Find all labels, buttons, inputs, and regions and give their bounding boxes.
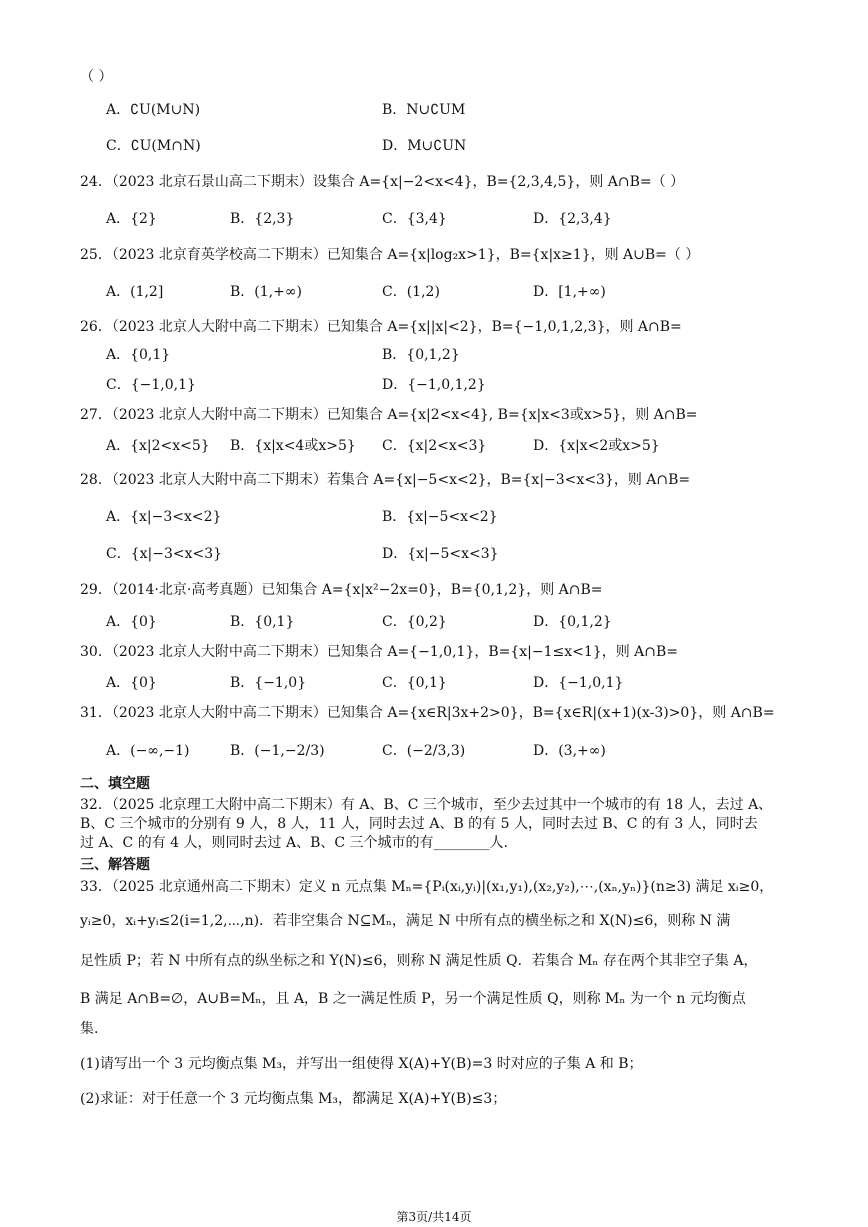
- q24-option-d: D．{2,3,4}: [533, 211, 612, 227]
- section-fill-in-heading: 二、填空题: [80, 776, 150, 792]
- q25-option-c: C．(1,2): [382, 284, 440, 300]
- q28-option-c: C．{x|−3<x<3}: [106, 546, 223, 562]
- q23-option-b: B．N∪∁UM: [382, 102, 466, 118]
- page-number-footer: 第3页/共14页: [396, 1210, 472, 1224]
- q25-option-d: D．[1,+∞): [533, 284, 606, 300]
- q23-option-c: C．∁U(M∩N): [106, 138, 201, 154]
- q33-part-2: (2)求证：对于任意一个 3 元均衡点集 M₃，都满足 X(A)+Y(B)≤3；: [80, 1091, 507, 1107]
- q23-answer-paren: （ ）: [80, 69, 113, 85]
- q25-stem: 25．（2023 北京育英学校高二下期末）已知集合 A={x|log₂x>1}，B={x|x≥1}，则 A∪B=（ ）: [80, 247, 700, 263]
- q29-option-d: D．{0,1,2}: [533, 614, 612, 630]
- q30-stem: 30．（2023 北京人大附中高二下期末）已知集合 A={−1,0,1}，B={x|−1≤x<1}，则 A∩B=: [80, 644, 679, 660]
- q31-option-d: D．(3,+∞): [533, 743, 606, 759]
- q26-option-c: C．{−1,0,1}: [106, 377, 196, 393]
- q28-option-d: D．{x|−5<x<3}: [382, 546, 499, 562]
- q24-option-c: C．{3,4}: [382, 211, 447, 227]
- q33-line-1: 33．（2025 北京通州高二下期末）定义 n 元点集 Mₙ={Pᵢ(xᵢ,yᵢ)|(x₁,y₁),(x₂,y₂),⋯,(xₙ,yₙ)}(n≥3) 满足 xᵢ≥0，: [80, 879, 774, 895]
- q30-option-b: B．{−1,0}: [230, 675, 307, 691]
- q24-option-b: B．{2,3}: [230, 211, 295, 227]
- q29-option-b: B．{0,1}: [230, 614, 295, 630]
- q28-option-b: B．{x|−5<x<2}: [382, 509, 498, 525]
- q32-line-3: 过 A、C 的有 4 人，则同时去过 A、B、C 三个城市的有________人.: [80, 835, 508, 851]
- q31-option-a: A．(−∞,−1): [106, 743, 190, 759]
- q23-option-d: D．M∪∁UN: [382, 138, 467, 154]
- q27-option-c: C．{x|2<x<3}: [382, 438, 487, 454]
- q26-option-b: B．{0,1,2}: [382, 347, 460, 363]
- q32-line-2: B、C 三个城市的分别有 9 人，8 人，11 人，同时去过 A、B 的有 5 人，同时去过 B、C 的有 3 人，同时去: [80, 816, 758, 832]
- q33-line-3: 足性质 P；若 N 中所有点的纵坐标之和 Y(N)≤6，则称 N 满足性质 Q．若集合 Mₙ 存在两个其非空子集 A，: [80, 953, 758, 969]
- q33-line-2: yᵢ≥0，xᵢ+yᵢ≤2(i=1,2,⋯,n)．若非空集合 N⊆Mₙ，满足 N 中所有点的横坐标之和 X(N)≤6，则称 N 满: [80, 913, 731, 929]
- q30-option-a: A．{0}: [106, 675, 157, 691]
- q24-option-a: A．{2}: [106, 211, 157, 227]
- q27-option-d: D．{x|x<2或x>5}: [533, 438, 660, 454]
- q29-option-a: A．{0}: [106, 614, 157, 630]
- q28-option-a: A．{x|−3<x<2}: [106, 509, 222, 525]
- q25-option-a: A．(1,2]: [106, 284, 164, 300]
- q27-option-a: A．{x|2<x<5}: [106, 438, 210, 454]
- q29-stem: 29．（2014·北京·高考真题）已知集合 A={x|x²−2x=0}，B={0,1,2}，则 A∩B=: [80, 582, 603, 598]
- q26-option-d: D．{−1,0,1,2}: [382, 377, 486, 393]
- q25-option-b: B．(1,+∞): [230, 284, 302, 300]
- q23-option-a: A．∁U(M∪N): [106, 102, 201, 118]
- q30-option-c: C．{0,1}: [382, 675, 447, 691]
- q26-option-a: A．{0,1}: [106, 347, 171, 363]
- q30-option-d: D．{−1,0,1}: [533, 675, 624, 691]
- q28-stem: 28．（2023 北京人大附中高二下期末）若集合 A={x|−5<x<2}，B={x|−3<x<3}，则 A∩B=: [80, 472, 691, 488]
- q27-option-b: B．{x|x<4或x>5}: [230, 438, 356, 454]
- q31-option-b: B．(−1,−2/3): [230, 743, 325, 759]
- section-answer-heading: 三、解答题: [80, 857, 150, 873]
- q31-option-c: C．(−2/3,3): [382, 743, 466, 759]
- q32-line-1: 32．（2025 北京理工大附中高二下期末）有 A、B、C 三个城市，至少去过其中一个城市的有 18 人，去过 A、: [80, 797, 773, 813]
- q26-stem: 26．（2023 北京人大附中高二下期末）已知集合 A={x||x|<2}，B={−1,0,1,2,3}，则 A∩B=: [80, 319, 682, 335]
- q33-part-1: (1)请写出一个 3 元均衡点集 M₃，并写出一组使得 X(A)+Y(B)=3 时对应的子集 A 和 B；: [80, 1056, 643, 1072]
- q24-stem: 24．（2023 北京石景山高二下期末）设集合 A={x|−2<x<4}，B={2,3,4,5}，则 A∩B=（ ）: [80, 174, 685, 190]
- q27-stem: 27．（2023 北京人大附中高二下期末）已知集合 A={x|2<x<4}, B={x|x<3或x>5}，则 A∩B=: [80, 407, 698, 423]
- q29-option-c: C．{0,2}: [382, 614, 447, 630]
- q33-line-4: B 满足 A∩B=∅，A∪B=Mₙ，且 A，B 之一满足性质 P，另一个满足性质 Q，则称 Mₙ 为一个 n 元均衡点: [80, 991, 746, 1007]
- q33-line-5: 集.: [80, 1021, 99, 1037]
- q31-stem: 31．（2023 北京人大附中高二下期末）已知集合 A={x∈R|3x+2>0}，B={x∈R|(x+1)(x-3)>0}，则 A∩B=: [80, 705, 775, 721]
